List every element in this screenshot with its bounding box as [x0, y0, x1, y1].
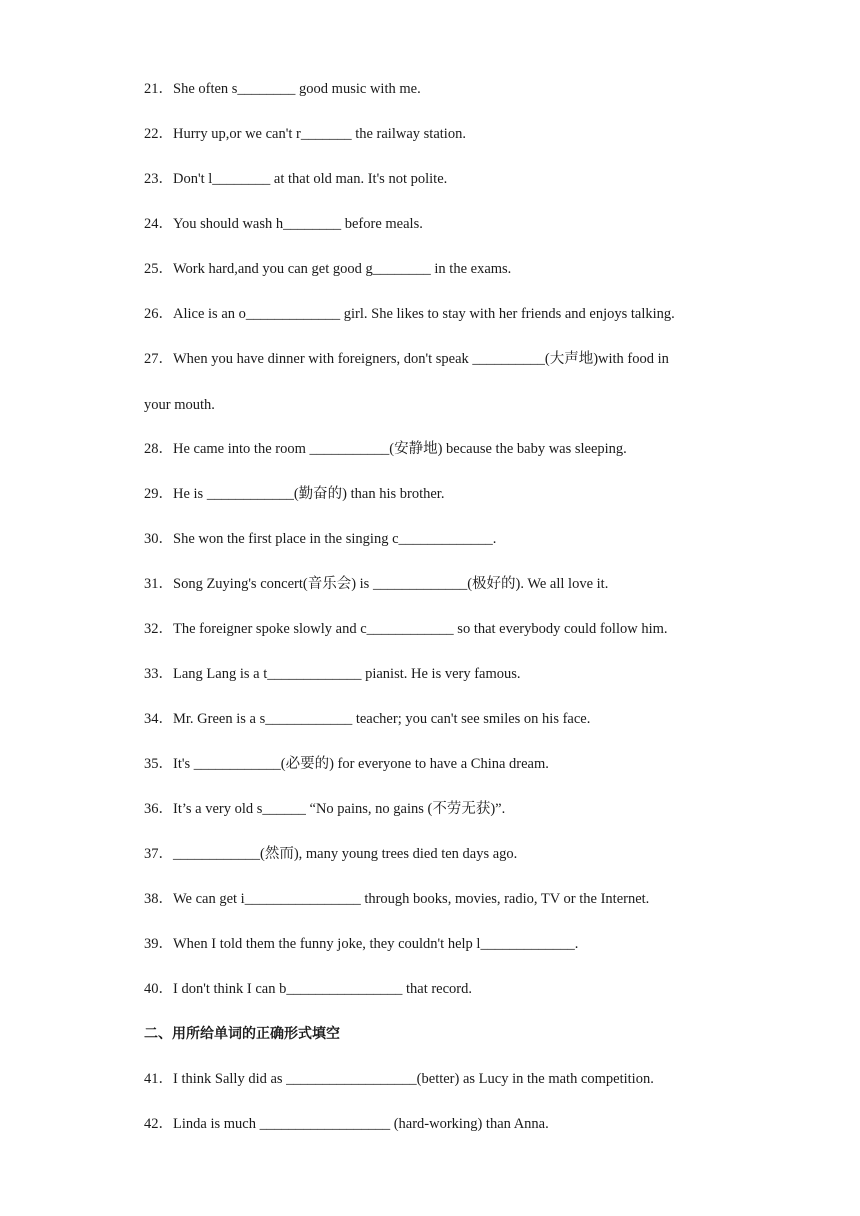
question-27-continued: your mouth. — [144, 397, 215, 413]
question-40: 40．I don't think I can b________________ that record. — [144, 981, 472, 997]
question-39: 39．When I told them the funny joke, they couldn't help l_____________. — [144, 936, 579, 952]
question-26: 26．Alice is an o_____________ girl. She likes to stay with her friends and enjoys talking. — [144, 306, 675, 322]
question-29: 29．He is ____________(勤奋的) than his brother. — [144, 486, 445, 502]
question-24: 24．You should wash h________ before meals. — [144, 216, 423, 232]
question-30: 30．She won the first place in the singing c_____________. — [144, 531, 497, 547]
question-38: 38．We can get i________________ through books, movies, radio, TV or the Internet. — [144, 891, 650, 907]
section-heading: 二、用所给单词的正确形式填空 — [144, 1026, 340, 1042]
question-35: 35．It's ____________(必要的) for everyone to have a China dream. — [144, 756, 549, 772]
question-22: 22．Hurry up,or we can't r_______ the railway station. — [144, 126, 466, 142]
question-25: 25．Work hard,and you can get good g________ in the exams. — [144, 261, 512, 277]
question-27: 27．When you have dinner with foreigners, don't speak __________(大声地)with food in — [144, 351, 669, 367]
question-28: 28．He came into the room ___________(安静地) because the baby was sleeping. — [144, 441, 627, 457]
question-41: 41．I think Sally did as __________________(better) as Lucy in the math competition. — [144, 1071, 654, 1087]
question-31: 31．Song Zuying's concert(音乐会) is _____________(极好的). We all love it. — [144, 576, 609, 592]
question-21: 21．She often s________ good music with me. — [144, 81, 421, 97]
question-34: 34．Mr. Green is a s____________ teacher; you can't see smiles on his face. — [144, 711, 591, 727]
question-23: 23．Don't l________ at that old man. It's not polite. — [144, 171, 448, 187]
question-32: 32．The foreigner spoke slowly and c____________ so that everybody could follow him. — [144, 621, 668, 637]
question-37: 37．____________(然而), many young trees died ten days ago. — [144, 846, 518, 862]
question-36: 36．It’s a very old s______ “No pains, no gains (不劳无获)”. — [144, 801, 506, 817]
question-33: 33．Lang Lang is a t_____________ pianist. He is very famous. — [144, 666, 521, 682]
question-42: 42．Linda is much __________________ (hard-working) than Anna. — [144, 1116, 549, 1132]
